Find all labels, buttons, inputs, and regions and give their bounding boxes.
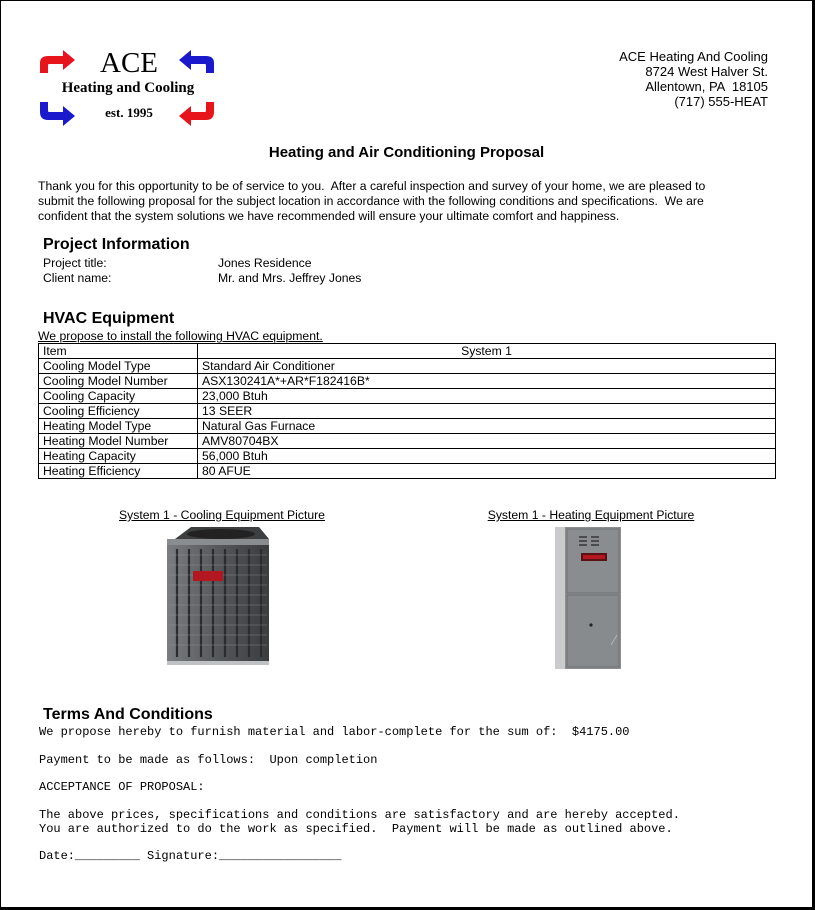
blue-arrow-icon xyxy=(177,49,217,75)
table-row xyxy=(39,359,776,374)
company-phone: (717) 555-HEAT xyxy=(674,94,768,109)
row-item: Heating Model Number xyxy=(39,434,198,449)
row-item: Cooling Capacity xyxy=(39,389,198,404)
air-conditioner-image xyxy=(163,525,275,667)
furnace-image xyxy=(551,525,623,671)
logo-established: est. 1995 xyxy=(105,105,153,120)
table-row xyxy=(39,449,776,464)
project-title-label: Project title: xyxy=(43,256,107,270)
red-arrow-icon xyxy=(37,49,77,75)
heating-picture-caption: System 1 - Heating Equipment Picture xyxy=(487,508,695,522)
row-item: Heating Capacity xyxy=(39,449,198,464)
row-item: Cooling Model Number xyxy=(39,374,198,389)
blue-arrow-icon xyxy=(37,101,77,127)
table-row xyxy=(39,374,776,389)
table-row xyxy=(39,404,776,419)
row-item: Heating Model Type xyxy=(39,419,198,434)
row-value: 80 AFUE xyxy=(198,464,776,479)
hvac-heading: HVAC Equipment xyxy=(43,310,175,327)
table-row xyxy=(39,434,776,449)
acceptance-heading: ACCEPTANCE OF PROPOSAL: xyxy=(39,780,205,794)
row-value: AMV80704BX xyxy=(198,434,776,449)
equipment-table xyxy=(38,343,776,479)
logo-name: ACE xyxy=(100,47,158,79)
acceptance-line: You are authorized to do the work as specified. Payment will be made as outlined above. xyxy=(39,822,673,836)
row-value: 56,000 Btuh xyxy=(198,449,776,464)
intro-line: Thank you for this opportunity to be of service to you. After a careful inspection and survey of your home, we are pleased to xyxy=(38,179,706,193)
terms-heading: Terms And Conditions xyxy=(43,706,213,723)
red-arrow-icon xyxy=(177,101,217,127)
acceptance-line: The above prices, specifications and conditions are satisfactory and are hereby accepted. xyxy=(39,808,680,822)
company-city: Allentown, PA 18105 xyxy=(645,79,768,94)
client-name-value: Mr. and Mrs. Jeffrey Jones xyxy=(218,271,362,285)
company-name: ACE Heating And Cooling xyxy=(619,49,768,64)
sum-line: We propose hereby to furnish material and labor-complete for the sum of: $4175.00 xyxy=(39,725,630,739)
company-logo xyxy=(37,47,219,129)
row-item: Cooling Efficiency xyxy=(39,404,198,419)
intro-line: confident that the system solutions we have recommended will ensure your ultimate comfort and happiness. xyxy=(38,209,620,223)
cooling-picture-caption: System 1 - Cooling Equipment Picture xyxy=(119,508,325,522)
logo-subtitle: Heating and Cooling xyxy=(61,80,195,96)
project-title-value: Jones Residence xyxy=(218,256,312,270)
company-address xyxy=(619,49,768,109)
cooling-equipment-picture xyxy=(163,525,275,667)
row-value: Natural Gas Furnace xyxy=(198,419,776,434)
table-row xyxy=(39,389,776,404)
table-row xyxy=(39,419,776,434)
document-title: Heating and Air Conditioning Proposal xyxy=(268,144,545,161)
column-header-item: Item xyxy=(39,344,198,359)
row-value: ASX130241A*+AR*F182416B* xyxy=(198,374,776,389)
project-info-heading: Project Information xyxy=(43,236,190,253)
client-name-label: Client name: xyxy=(43,271,112,285)
table-header-row xyxy=(39,344,776,359)
intro-line: submit the following proposal for the subject location in accordance with the following conditions and specifications. We are xyxy=(38,194,704,208)
table-row xyxy=(39,464,776,479)
heating-equipment-picture xyxy=(551,525,623,671)
column-header-system: System 1 xyxy=(198,344,776,359)
company-street: 8724 West Halver St. xyxy=(645,64,768,79)
signature-line[interactable]: Date:_________ Signature:_________________ xyxy=(39,849,342,863)
row-value: 13 SEER xyxy=(198,404,776,419)
row-value: 23,000 Btuh xyxy=(198,389,776,404)
payment-line: Payment to be made as follows: Upon completion xyxy=(39,753,378,767)
intro-paragraph xyxy=(38,179,778,224)
row-item: Cooling Model Type xyxy=(39,359,198,374)
row-item: Heating Efficiency xyxy=(39,464,198,479)
hvac-lead-text: We propose to install the following HVAC equipment. xyxy=(38,329,323,343)
project-info xyxy=(43,256,443,286)
row-value: Standard Air Conditioner xyxy=(198,359,776,374)
